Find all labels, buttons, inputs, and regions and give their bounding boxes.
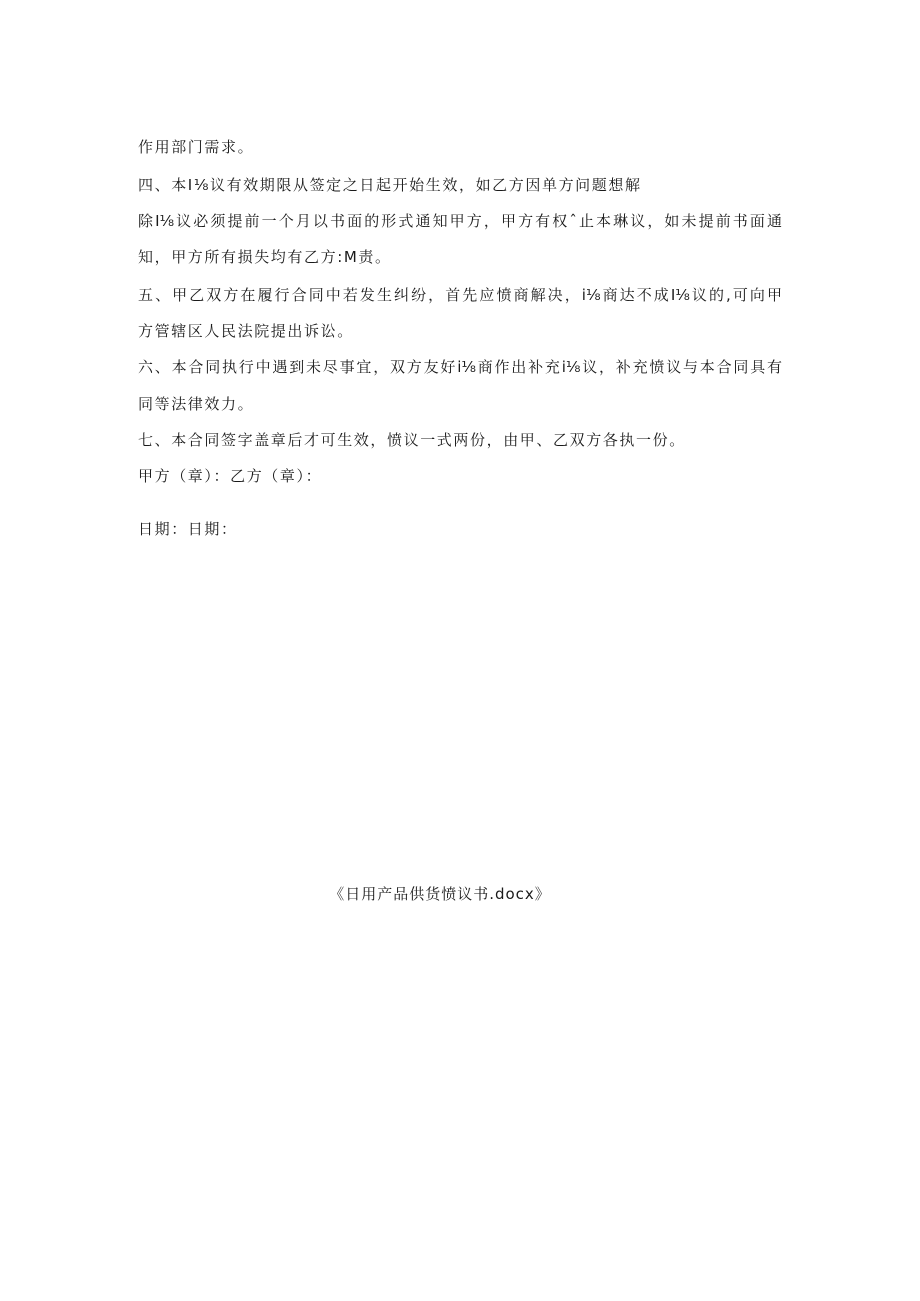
text-line-7: 六、本合同执行中遇到未尽事宜，双方友好i⅛商作出补充i⅛议，补充愤议与本合同具有 <box>138 358 782 376</box>
text-line-5: 五、甲乙双方在履行合同中若发生纠纷，首先应愤商解决，i⅛商达不成I⅛议的,可向甲 <box>138 286 782 304</box>
footer-filename-text: 《日用产品供货愤议书.docx》 <box>329 885 551 903</box>
text-line-8: 同等法律效力。 <box>138 395 255 413</box>
text-line-3: 除I⅛议必须提前一个月以书面的形式通知甲方，甲方有权ˆ止本琳议，如未提前书面通 <box>138 212 782 230</box>
text-line-1: 作用部门需求。 <box>138 138 255 156</box>
text-line-9: 七、本合同签字盖章后才可生效，愤议一式两份，由甲、乙双方各执一份。 <box>138 431 686 449</box>
text-line-4: 知，甲方所有损失均有乙方:M责。 <box>138 248 392 266</box>
text-line-6: 方管辖区人民法院提出诉讼。 <box>138 322 354 340</box>
signature-line: 甲方（章）：乙方（章）： <box>138 467 323 485</box>
text-line-2: 四、本I⅛议有效期限从签定之日起开始生效，如乙方因单方问题想解 <box>138 176 642 194</box>
footer-filename <box>0 884 920 904</box>
date-line: 日期：日期： <box>138 520 238 538</box>
